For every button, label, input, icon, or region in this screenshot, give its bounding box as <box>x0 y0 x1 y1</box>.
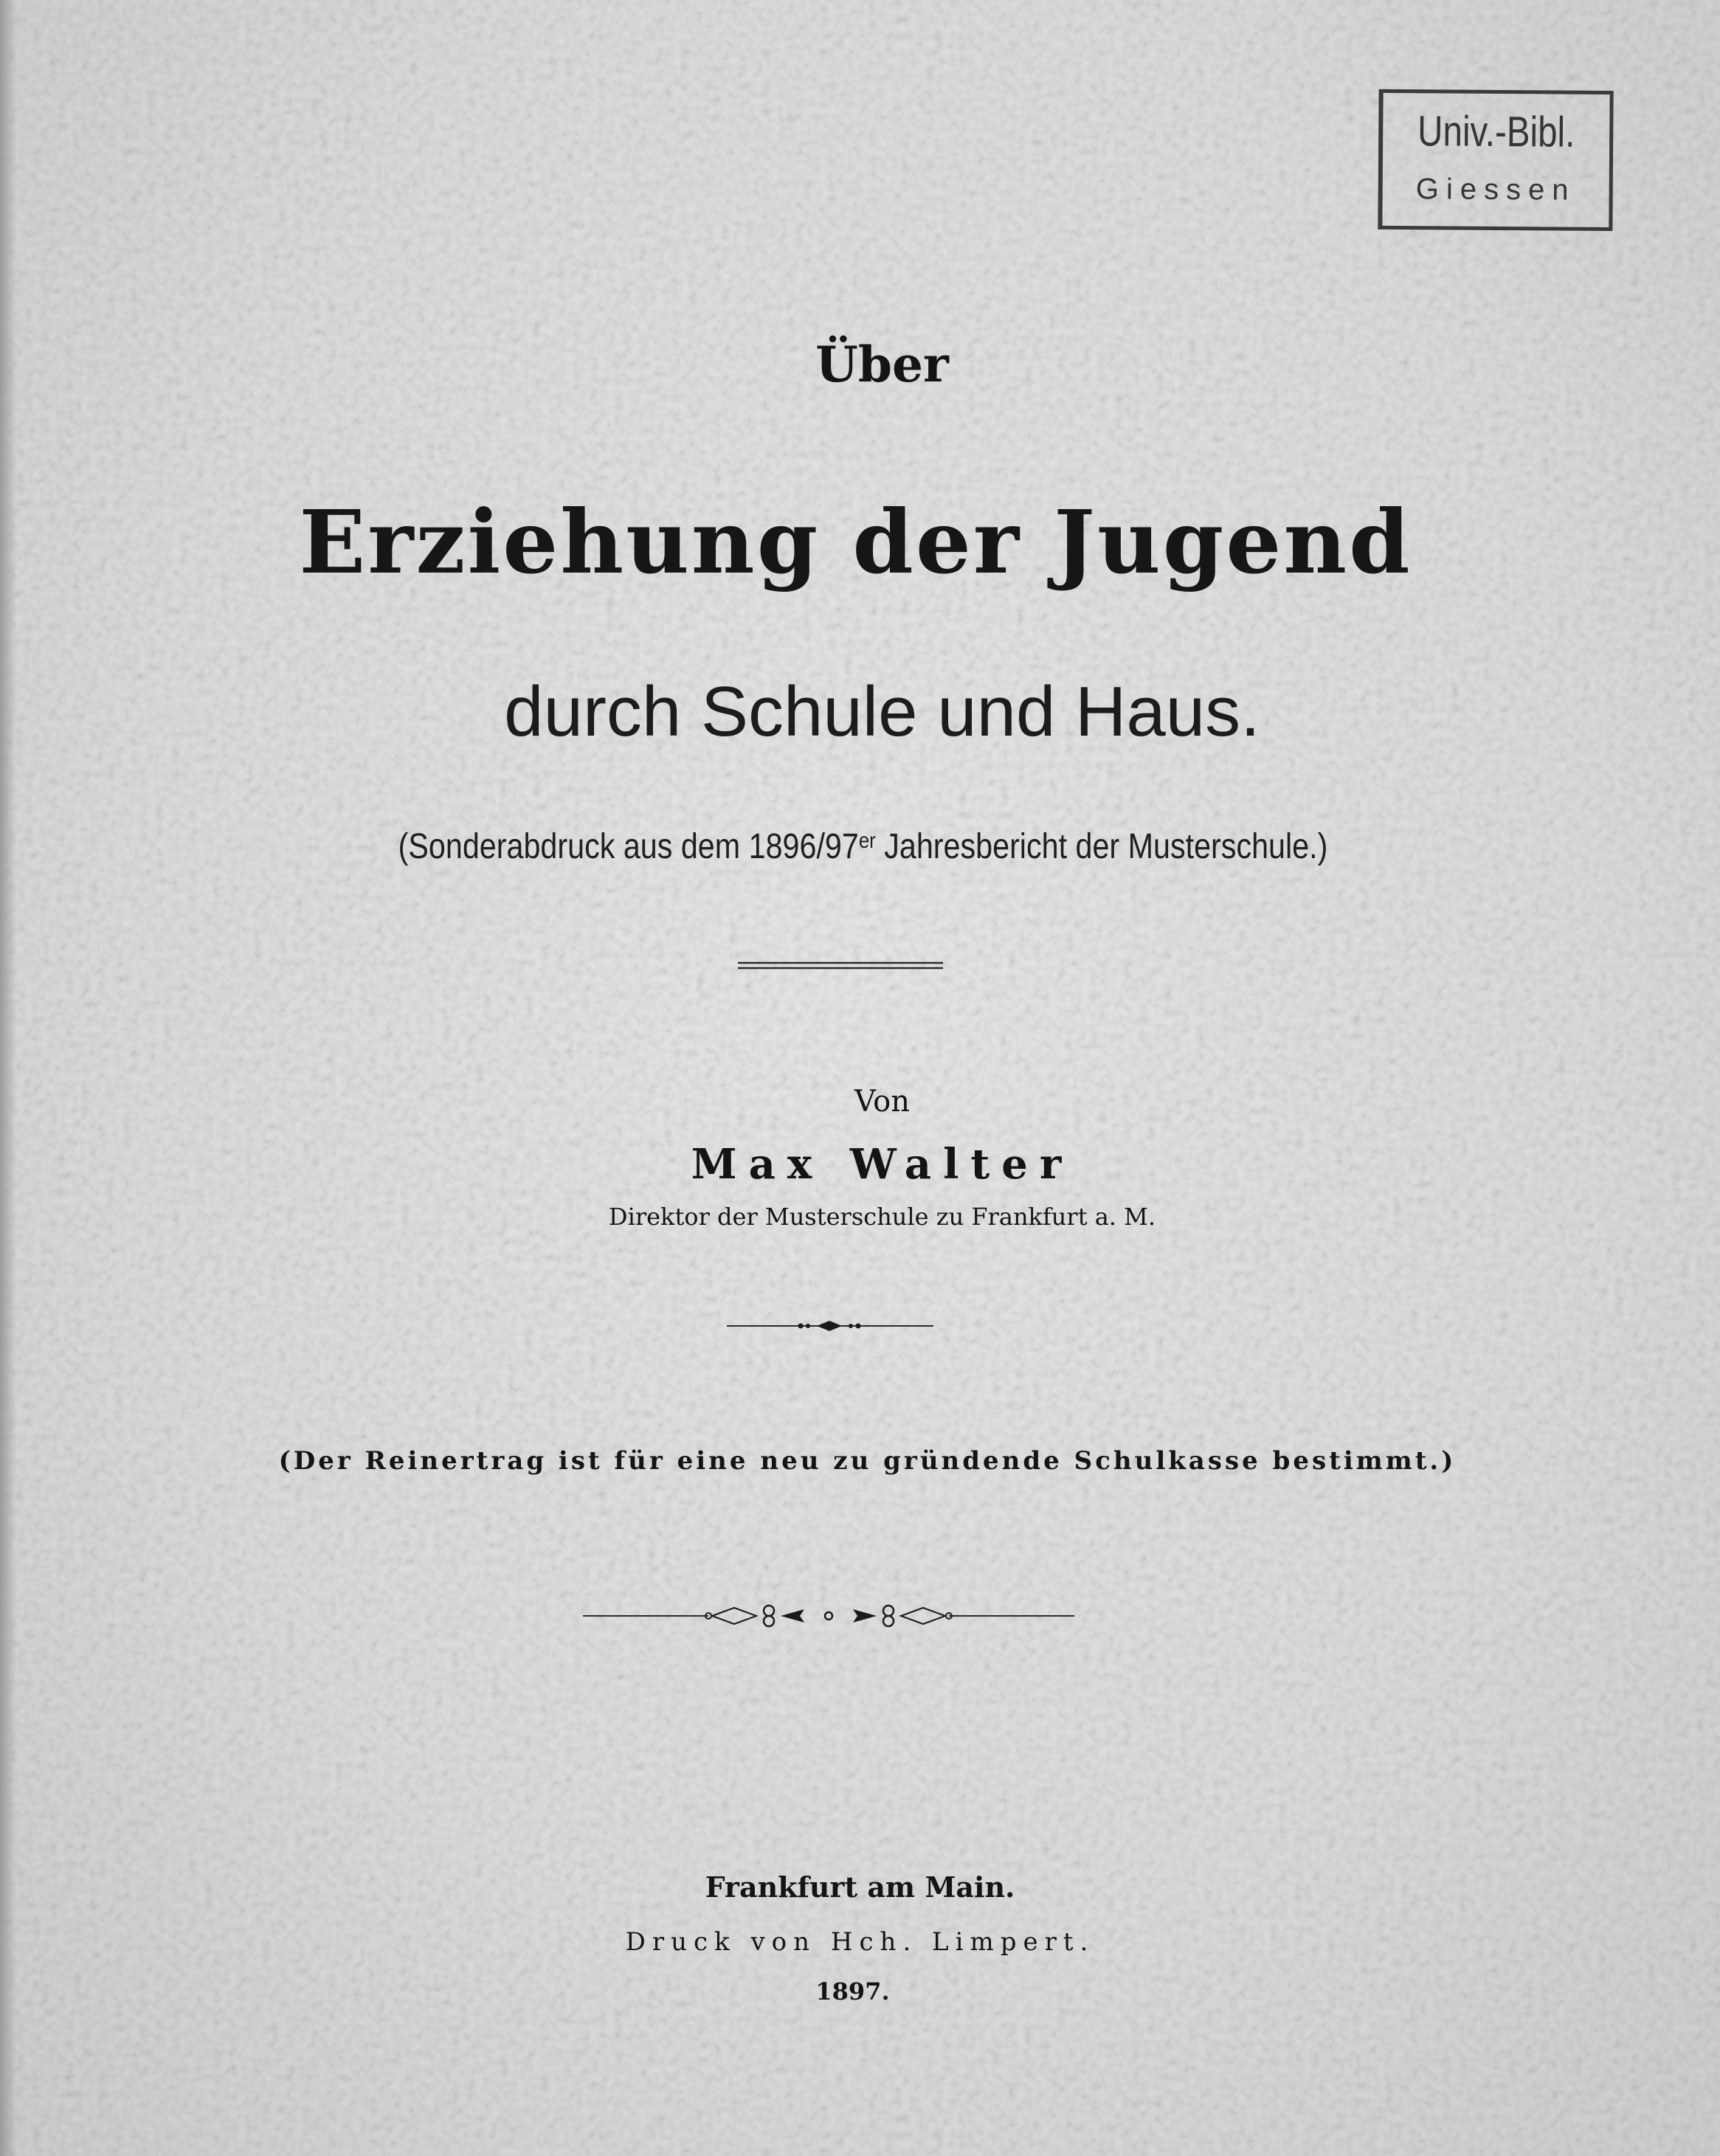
subtitle: durch Schule und Haus. <box>504 672 1260 751</box>
page-edge-shadow <box>0 0 16 2156</box>
reprint-note-superscript: er <box>858 829 876 853</box>
title-preposition: Über <box>815 336 949 393</box>
byline-von: Von <box>854 1085 911 1119</box>
library-stamp <box>1378 89 1613 231</box>
stamp-line-1: Univ.-Bibl. <box>1417 107 1575 156</box>
double-rule-divider <box>738 961 943 971</box>
imprint-printer: Druck von Hch. Limpert. <box>625 1927 1095 1957</box>
reprint-note-text: (Sonderabdruck aus dem 1896/97 <box>398 827 859 866</box>
imprint-city: Frankfurt am Main. <box>705 1870 1015 1904</box>
reprint-note-text-end: Jahresbericht der Musterschule.) <box>875 827 1328 866</box>
stamp-line-2: Giessen <box>1415 173 1576 207</box>
diamond-ornament-divider <box>727 1317 933 1335</box>
author-position: Direktor der Musterschule zu Frankfurt a. M. <box>608 1203 1156 1231</box>
reprint-note <box>123 826 1603 867</box>
proceeds-note: (Der Reinertrag ist für eine neu zu gründende Schulkasse bestimmt.) <box>278 1446 1457 1476</box>
imprint-year: 1897. <box>815 1977 890 2005</box>
main-title: Erziehung der Jugend <box>299 491 1412 593</box>
scroll-ornament-divider <box>583 1601 1074 1631</box>
author-name: Max Walter <box>691 1140 1074 1189</box>
